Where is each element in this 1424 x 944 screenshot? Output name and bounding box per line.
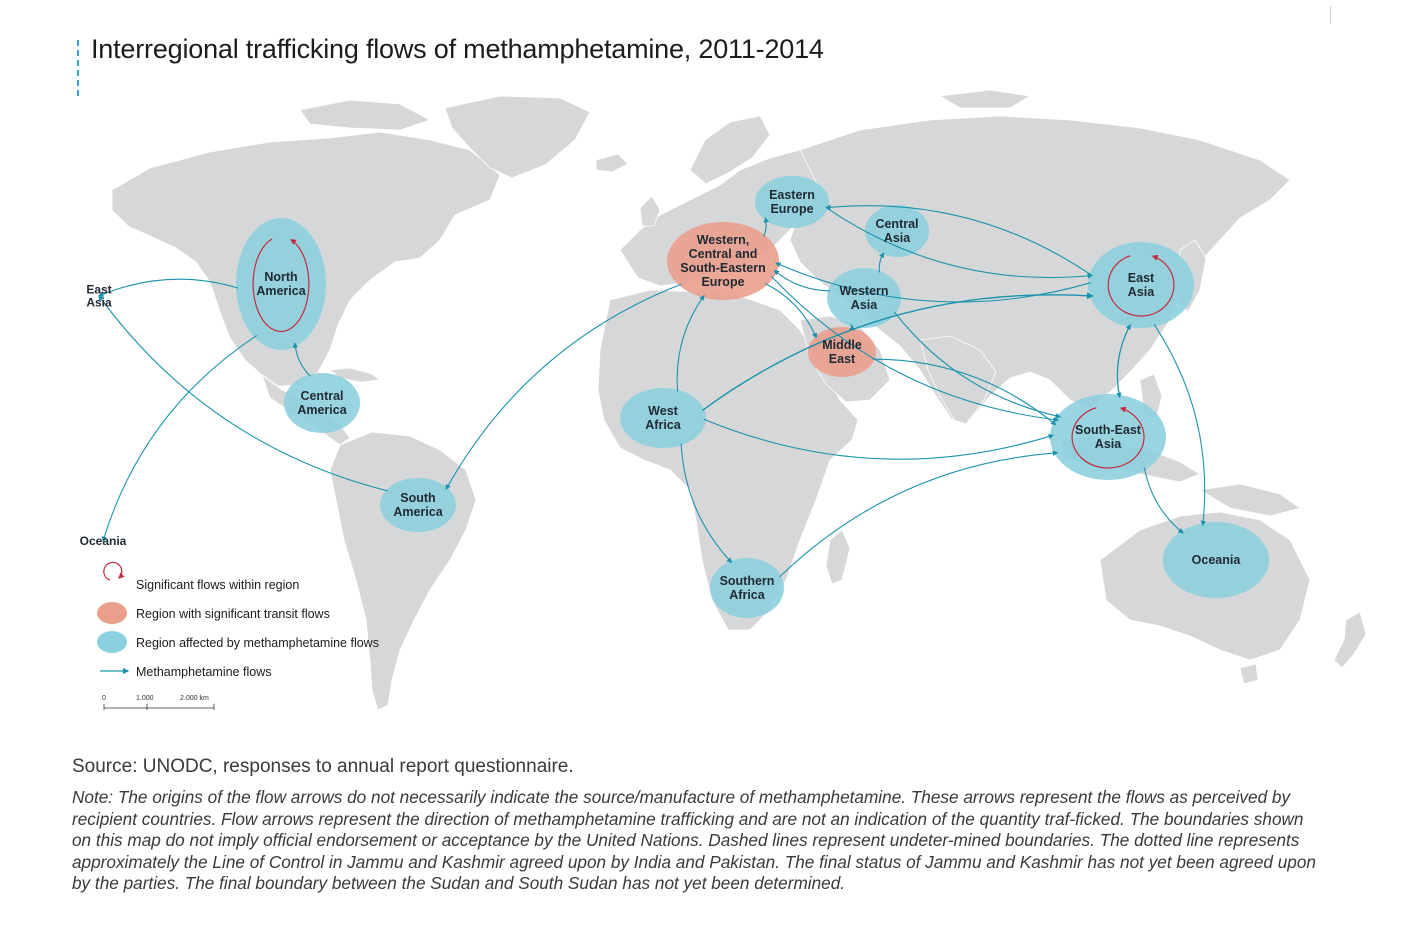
flow-arrow-north-america-to-oceania-west xyxy=(103,336,257,542)
scale-tick-label: 1.000 xyxy=(136,695,154,702)
source-note: Source: UNODC, responses to annual report questionnaire. xyxy=(72,756,574,777)
scale-tick-label: 0 xyxy=(102,695,106,702)
region-label-southern-africa: Southern xyxy=(719,574,775,588)
region-label-central-america: America xyxy=(297,403,347,417)
region-label-east-asia: Asia xyxy=(1127,285,1155,299)
region-label-central-asia: Asia xyxy=(883,231,911,245)
region-label-west-africa: Africa xyxy=(645,418,681,432)
land-madagascar xyxy=(826,530,850,584)
region-label-eastern-europe: Eastern xyxy=(769,188,815,202)
region-label-central-america: Central xyxy=(300,389,344,403)
land-tasmania xyxy=(1240,664,1258,684)
legend-affected-region-swatch xyxy=(97,631,127,653)
land-iceland xyxy=(596,154,628,172)
region-label-south-east-asia: South-East xyxy=(1075,423,1141,437)
legend-item-flow xyxy=(100,665,271,679)
region-label-south-america: South xyxy=(400,491,436,505)
region-label-western-asia: Asia xyxy=(850,298,878,312)
legend xyxy=(97,562,379,710)
land-arctic-islands xyxy=(300,100,430,130)
region-label-west-central-se-europe: Central and xyxy=(688,247,758,261)
outside-label-east-asia-west: Asia xyxy=(86,295,112,310)
region-label-central-asia: Central xyxy=(875,217,919,231)
legend-label: Region with significant transit flows xyxy=(136,607,330,621)
legend-label: Significant flows within region xyxy=(136,578,300,592)
region-label-western-asia: Western xyxy=(839,284,889,298)
region-label-middle-east: Middle xyxy=(822,338,862,352)
map-title: Interregional trafficking flows of methamphetamine, 2011-2014 xyxy=(91,34,824,64)
region-label-oceania: Oceania xyxy=(1191,553,1241,567)
region-label-west-africa: West xyxy=(648,404,678,418)
legend-item-affected-region xyxy=(97,631,379,653)
legend-label: Region affected by methamphetamine flows xyxy=(136,636,379,650)
land-new-guinea xyxy=(1200,484,1300,516)
legend-transit-region-swatch xyxy=(97,602,127,624)
scale-tick-label: 2.000 km xyxy=(180,695,209,702)
region-label-south-east-asia: Asia xyxy=(1094,437,1122,451)
legend-item-transit-region xyxy=(97,602,330,624)
land-new-zealand xyxy=(1334,612,1366,668)
region-label-east-asia: East xyxy=(1127,271,1155,285)
region-label-eastern-europe: Europe xyxy=(770,202,814,216)
land-siberian-islands xyxy=(940,90,1030,108)
legend-within-region-arrow-icon xyxy=(104,562,122,580)
region-label-south-america: America xyxy=(393,505,443,519)
region-label-west-central-se-europe: South-Eastern xyxy=(680,261,766,275)
land-south-america xyxy=(330,432,476,710)
outside-label-oceania-west: Oceania xyxy=(79,534,127,548)
region-label-middle-east: East xyxy=(828,352,856,366)
region-label-north-america: North xyxy=(264,270,298,284)
region-label-southern-africa: Africa xyxy=(729,588,765,602)
region-label-west-central-se-europe: Western, xyxy=(696,233,750,247)
legend-item-within-region xyxy=(104,562,300,592)
disclaimer-note: Note: The origins of the flow arrows do not necessarily indicate the source/manufacture of methamphetamine. These arrows represent the flows as perceived by recipient countries. Flow arrows represent the direction of methamphetamine trafficking and are not an indication of the quantity traf-ficked. The boundaries shown on this map do not imply official endorsement or acceptance by the United Nations. Dashed lines represent undeter-mined boundaries. The dotted line represents approximately the Line of Control in Jammu and Kashmir agreed upon by India and Pakistan. The final status of Jammu and Kashmir has not yet been agreed upon by the parties. The final boundary between the Sudan and South Sudan has not yet been determined. xyxy=(72,787,1316,893)
region-label-north-america: America xyxy=(256,284,306,298)
legend-label: Methamphetamine flows xyxy=(136,665,272,679)
region-label-west-central-se-europe: Europe xyxy=(701,275,745,289)
scale-bar xyxy=(102,695,214,710)
outside-label-east-asia-west: East xyxy=(86,282,112,297)
